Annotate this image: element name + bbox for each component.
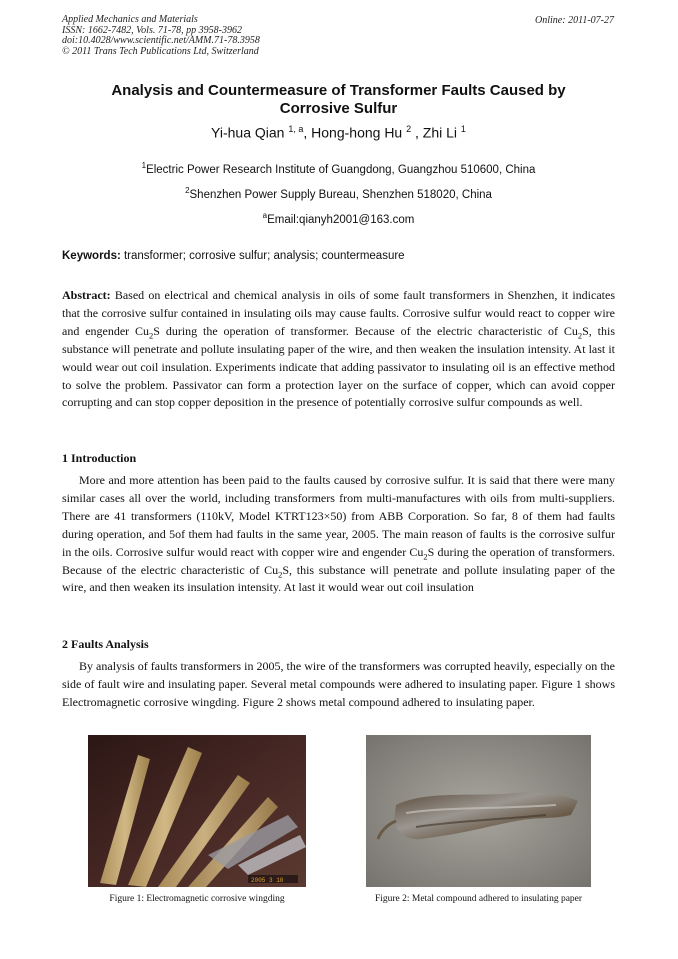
paper-title xyxy=(62,82,615,118)
journal-name: Applied Mechanics and Materials xyxy=(62,14,198,25)
keywords-label: Keywords: xyxy=(62,250,121,262)
abstract-text: Based on electrical and chemical analysis in oils of some fault transformers in Shenzhen, it indicates that the corrosive sulfur contained in insulating oils may cause faults. Corrosive sulfur would react to copper wire and engender Cu xyxy=(62,288,615,338)
affil-text: Shenzhen Power Supply Bureau, Shenzhen 518020, China xyxy=(189,188,492,201)
paper-title-line1: Analysis and Countermeasure of Transformer Faults Caused by xyxy=(111,82,566,99)
author-affil-mark: 2 xyxy=(406,124,412,134)
journal-issn: ISSN: 1662-7482, Vols. 71-78, pp 3958-3962 xyxy=(62,24,242,36)
abstract-text: S during the operation of transformer. Because of the electric characteristic of Cu xyxy=(153,323,578,338)
figure-1-caption: Figure 1: Electromagnetic corrosive wingding xyxy=(109,894,285,904)
body-text: S, this substance will penetrate and pollute insulating paper of the wire, and then weaken its insulation intensity. At last it would wear out coil insulation xyxy=(62,562,615,595)
section-heading-faults-analysis: 2 Faults Analysis xyxy=(62,637,149,651)
figure-2-caption: Figure 2: Metal compound adhered to insulating paper xyxy=(374,894,583,904)
abstract-label: Abstract: xyxy=(62,288,111,302)
abstract-text: S, this substance will penetrate and pollute insulating paper of the wire, and then weaken the insulation intensity. At last it would wear out coil insulation. Experiments indicate that adding passivator to insulating oil is an effective method to solve the problem. Passivator can form a protection layer on the surface of copper, which can avoid copper corrupting and can stop copper deposition in the presence of potentially corrosive sulfur compounds as well. xyxy=(62,323,616,410)
figure-2-photo xyxy=(366,735,591,887)
subscript: 2 xyxy=(278,568,283,579)
body-text: S during the operation of transformers. Because of the electric characteristic of Cu xyxy=(62,544,615,577)
body-text: More and more attention has been paid to the faults caused by corrosive sulfur. It is said that there were many similar cases all over the world, including transformers from multi-manufactures with oils from multi-suppliers. There are 41 transformers (110kV, Model KTRT123×50) from ABB Corporation. So far, 8 of them had faults during operation, and 5of them had faults in the same year, 2005. The main reason of faults is the corrosive sulfur in the oils. Corrosive sulfur would react with copper wire and engender Cu xyxy=(62,473,615,559)
affiliation-1 xyxy=(62,161,615,176)
metal-compound-image xyxy=(366,735,591,887)
journal-doi: doi:10.4028/www.scientific.net/AMM.71-78.3958 xyxy=(62,35,260,46)
author-list: Yi-hua Qian $^{1, a}$, Hong-hong Hu $^2$ , Zhi Li $^1$ xyxy=(211,124,466,141)
figure-1-photo xyxy=(88,735,306,887)
keywords xyxy=(62,250,615,262)
author-name: Zhi Li xyxy=(422,124,458,141)
author-name: Yi-hua Qian xyxy=(211,124,285,141)
email-mark: a xyxy=(262,211,268,220)
journal-info xyxy=(62,15,260,57)
keywords-text: transformer; corrosive sulfur; analysis; countermeasure xyxy=(120,250,405,262)
paper-title-line2: Corrosive Sulfur xyxy=(279,100,398,117)
affiliation-2 xyxy=(62,186,615,201)
author-name: Hong-hong Hu xyxy=(311,124,403,141)
affil-mark: 2 xyxy=(185,186,190,195)
abstract xyxy=(62,287,615,412)
introduction-paragraph xyxy=(62,472,615,597)
photo-date-stamp: 2005 3 10 xyxy=(251,877,284,884)
section-heading-introduction: 1 Introduction xyxy=(62,451,137,465)
subscript: 2 xyxy=(423,551,428,562)
subscript: 2 xyxy=(577,330,583,341)
affil-text: Electric Power Research Institute of Guangdong, Guangzhou 510600, China xyxy=(146,163,536,176)
email-text: Email:qianyh2001@163.com xyxy=(267,213,415,226)
author-affil-mark: 1, a xyxy=(288,124,304,134)
faults-analysis-paragraph: By analysis of faults transformers in 2005, the wire of the transformers was corrupted heavily, especially on the side of fault wire and insulating paper. Several metal compounds were adhered to insulating paper. Figure 1 shows Electromagnetic corrosive wingding. Figure 2 shows metal compound adhered to insulating paper. xyxy=(62,659,615,709)
affil-mark: 1 xyxy=(141,161,147,170)
corroded-winding-image xyxy=(88,735,306,887)
subscript: 2 xyxy=(149,330,154,341)
author-affil-mark: 1 xyxy=(460,124,466,134)
journal-copyright: © 2011 Trans Tech Publications Ltd, Switzerland xyxy=(62,45,259,57)
author-email xyxy=(62,211,615,226)
online-date: Online: 2011-07-27 xyxy=(535,15,614,26)
